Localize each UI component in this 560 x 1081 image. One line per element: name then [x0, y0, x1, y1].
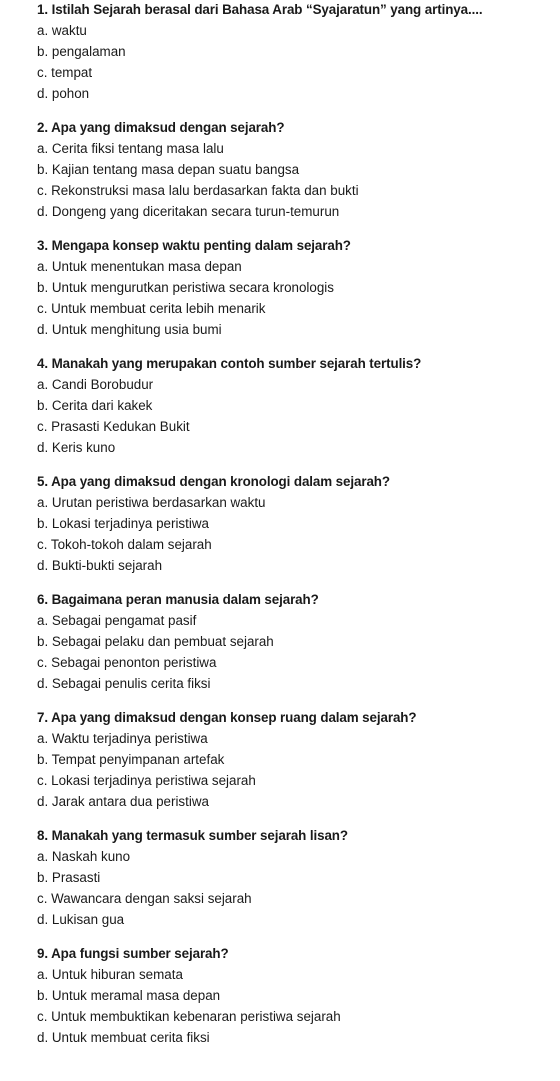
option-c: c. tempat: [37, 65, 93, 80]
option-c: c. Rekonstruksi masa lalu berdasarkan fakta dan bukti: [37, 183, 359, 198]
option-a: a. Cerita fiksi tentang masa lalu: [37, 141, 224, 156]
option-b: b. Cerita dari kakek: [37, 398, 153, 413]
question-text: 9. Apa fungsi sumber sejarah?: [37, 946, 229, 961]
option-a: a. waktu: [37, 23, 87, 38]
option-d: d. Untuk menghitung usia bumi: [37, 322, 222, 337]
question-text: 8. Manakah yang termasuk sumber sejarah lisan?: [37, 828, 348, 843]
option-a: a. Untuk hiburan semata: [37, 967, 183, 982]
question-6: [37, 589, 554, 694]
option-c: c. Lokasi terjadinya peristiwa sejarah: [37, 773, 256, 788]
option-d: d. Jarak antara dua peristiwa: [37, 794, 209, 809]
option-d: d. Untuk membuat cerita fiksi: [37, 1030, 210, 1045]
option-b: b. Untuk meramal masa depan: [37, 988, 221, 1003]
option-d: d. Bukti-bukti sejarah: [37, 558, 163, 573]
question-1: [37, 0, 554, 104]
option-b: b. Lokasi terjadinya peristiwa: [37, 516, 209, 531]
question-7: [37, 707, 554, 812]
option-a: a. Candi Borobudur: [37, 377, 154, 392]
option-d: d. Lukisan gua: [37, 912, 125, 927]
option-d: d. Dongeng yang diceritakan secara turun-temurun: [37, 204, 340, 219]
option-c: c. Untuk membuat cerita lebih menarik: [37, 301, 266, 316]
question-3: [37, 235, 554, 340]
question-text: 3. Mengapa konsep waktu penting dalam sejarah?: [37, 238, 351, 253]
quiz-document: [37, 0, 554, 1048]
option-c: c. Untuk membuktikan kebenaran peristiwa sejarah: [37, 1009, 341, 1024]
question-9: [37, 943, 554, 1048]
option-a: a. Untuk menentukan masa depan: [37, 259, 242, 274]
option-b: b. pengalaman: [37, 44, 126, 59]
question-text: 6. Bagaimana peran manusia dalam sejarah?: [37, 592, 319, 607]
option-c: c. Wawancara dengan saksi sejarah: [37, 891, 252, 906]
question-text: 5. Apa yang dimaksud dengan kronologi dalam sejarah?: [37, 474, 390, 489]
option-b: b. Sebagai pelaku dan pembuat sejarah: [37, 634, 274, 649]
option-a: a. Urutan peristiwa berdasarkan waktu: [37, 495, 266, 510]
question-text: 1. Istilah Sejarah berasal dari Bahasa Arab “Syajaratun” yang artinya....: [37, 2, 483, 17]
option-a: a. Sebagai pengamat pasif: [37, 613, 197, 628]
option-d: d. Sebagai penulis cerita fiksi: [37, 676, 211, 691]
option-b: b. Tempat penyimpanan artefak: [37, 752, 225, 767]
option-c: c. Prasasti Kedukan Bukit: [37, 419, 190, 434]
question-5: [37, 471, 554, 576]
question-text: 2. Apa yang dimaksud dengan sejarah?: [37, 120, 285, 135]
option-a: a. Naskah kuno: [37, 849, 131, 864]
question-text: 7. Apa yang dimaksud dengan konsep ruang dalam sejarah?: [37, 710, 417, 725]
question-8: [37, 825, 554, 930]
option-d: d. pohon: [37, 86, 90, 101]
option-a: a. Waktu terjadinya peristiwa: [37, 731, 208, 746]
option-b: b. Kajian tentang masa depan suatu bangsa: [37, 162, 300, 177]
question-2: [37, 117, 554, 222]
question-text: 4. Manakah yang merupakan contoh sumber sejarah tertulis?: [37, 356, 422, 371]
option-c: c. Tokoh-tokoh dalam sejarah: [37, 537, 212, 552]
option-b: b. Prasasti: [37, 870, 101, 885]
option-b: b. Untuk mengurutkan peristiwa secara kronologis: [37, 280, 334, 295]
question-4: [37, 353, 554, 458]
option-c: c. Sebagai penonton peristiwa: [37, 655, 217, 670]
option-d: d. Keris kuno: [37, 440, 116, 455]
